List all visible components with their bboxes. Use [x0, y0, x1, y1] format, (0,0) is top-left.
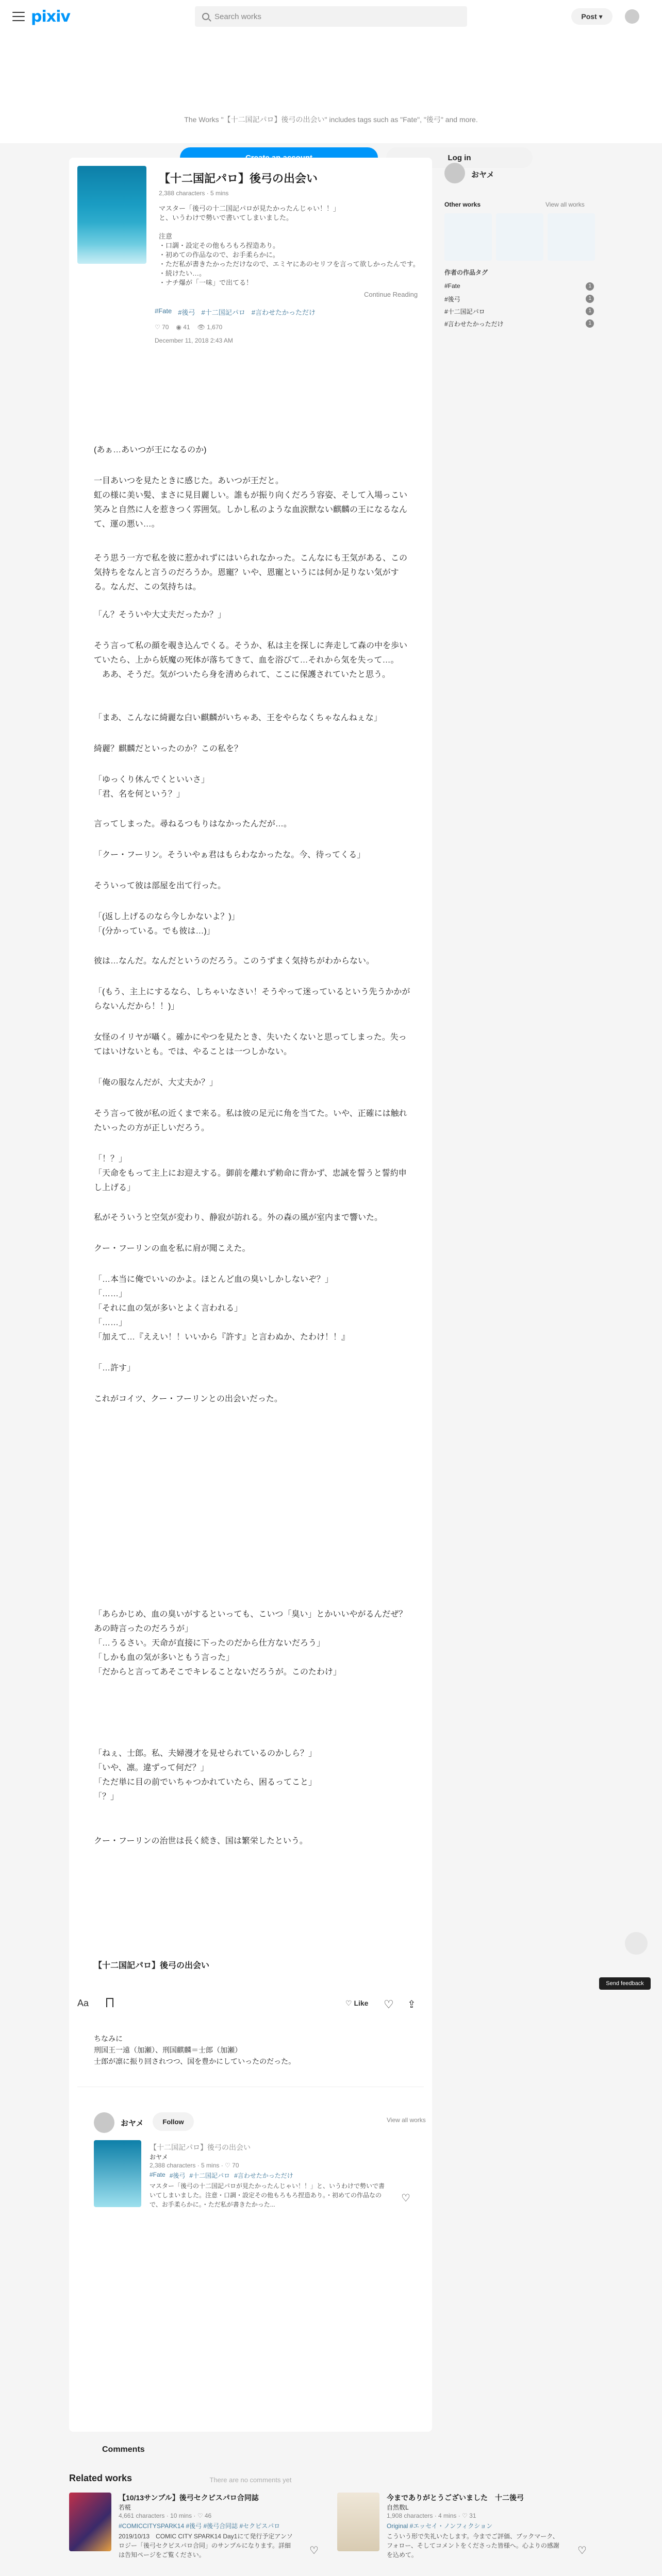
heart-icon[interactable]: ♡: [401, 2193, 410, 2204]
paragraph: 「あらかじめ、血の臭いがするといっても、こいつ「臭い」とかいいやがるんだぜ？あの時言ったのだろうが」 「…うるさい。天命が直接に下ったのだから仕方ないだろう」 「しかも血の気が多いともう言った」 「だからと言ってあそこでキレることないだろうが。このたわけ」: [94, 1610, 407, 1676]
paragraph: 「…本当に俺でいいのかよ。ほとんど血の臭いしかしないぞ？」 「……」 「それに血の気が多いとよく言われる」 「……」 「加えて…『ええい！！いいから『許す』と言わぬか、たわけ！！』: [94, 1275, 350, 1342]
related-desc: 2019/10/13 COMIC CITY SPARK14 Day1にて発行予定アンソロジー「後弓セクピスパロ合同」のサンプルになります。詳細は告知ページをご覧ください。: [119, 2533, 293, 2558]
author-tags-heading: 作者の作品タグ: [444, 269, 488, 276]
avatar[interactable]: [94, 2112, 114, 2133]
related-work-card[interactable]: [337, 2493, 585, 2570]
related-tags[interactable]: #COMICCITYSPARK14 #後弓 #後弓合同誌 #セクピスパロ: [119, 2522, 280, 2530]
paragraph: そう言って彼が私の近くまで来る。私は彼の足元に角を当てた。いや、正確には触れたいったの方が正しいだろう。: [94, 1109, 407, 1132]
work-title: 【十二国記パロ】後弓の出会い: [159, 172, 318, 185]
paragraph: これがコイツ、クー・フーリンとの出会いだった。: [94, 1395, 283, 1403]
avatar[interactable]: [625, 9, 639, 24]
paragraph: そう言って私の顔を覗き込んでくる。そうか、私は主を探しに奔走して森の中を歩いていたら、上から妖魔の死体が落ちてきて、血を浴びて…それから気を失って…。 ああ、そうだ。気がついたら身を清められて、ここに保護されていたと思う。: [94, 641, 408, 679]
view-count: 👁 1,670: [197, 324, 223, 331]
work-thumbnail[interactable]: [337, 2493, 379, 2551]
paragraph: 「(返し上げるのなら今しかないよ？)」 「(分かっている。でも彼は…)」: [94, 912, 240, 936]
related-works-heading: Related works: [69, 2473, 133, 2483]
work-thumbnail[interactable]: [69, 2493, 111, 2551]
paragraph: 「クー・フーリン。そういやぁ君はもらわなかったな。今、待ってくる」: [94, 851, 366, 859]
bookmark-count: ◉ 41: [176, 324, 190, 331]
search-input[interactable]: [195, 6, 467, 27]
paragraph: クー・フーリンの血を私に肩が聞こえた。: [94, 1244, 251, 1253]
like-count: ♡ 70: [155, 324, 169, 331]
work-card-desc: マスター「後弓の十二国記パロが見たかったんじゃい！！」と、いうわけで勢いで書いてしまいました。注意・口調・設定その他もろもろ捏造あり。・初めての作品なので、お手柔らかに。・ただ私が書きたかった...: [150, 2182, 385, 2208]
text-settings-icon[interactable]: Aa: [77, 1998, 89, 2008]
post-button[interactable]: Post ▾: [571, 8, 613, 25]
work-card-title[interactable]: 【十二国記パロ】後弓の出会い: [150, 2143, 251, 2151]
paragraph: 綺麗？麒麟だといったのか？この私を？: [94, 744, 243, 753]
work-card-meta: 2,388 characters · 5 mins · ♡ 70: [150, 2162, 239, 2169]
tag[interactable]: #十二国記パロ: [189, 2172, 230, 2179]
view-all-works-link[interactable]: View all works: [387, 2116, 426, 2124]
sidebar-tag[interactable]: #後弓 1: [444, 295, 594, 303]
tag[interactable]: #後弓: [178, 309, 195, 316]
tag-list: [155, 307, 316, 317]
feedback-button[interactable]: Send feedback: [599, 1977, 651, 1990]
login-button[interactable]: Log in: [386, 147, 533, 168]
other-works-heading: Other works: [444, 201, 481, 208]
work-thumbnail[interactable]: [496, 213, 543, 261]
share-icon[interactable]: ⇪: [407, 1999, 416, 2010]
afterword: ちなみに 刑国王一遠（加瀬）、刑国麒麟＝士郎（加瀬） 士郎が凛に振り回されつつ、国を豊かにしていったのだった。: [94, 2035, 296, 2065]
paragraph: クー・フーリンの治世は長く続き、国は繁栄したという。: [94, 1837, 308, 1845]
comments-heading: Comments: [102, 2445, 145, 2454]
paragraph: 彼は…なんだ。なんだというのだろう。このうずまく気持ちがわからない。: [94, 957, 375, 965]
view-all-works-link[interactable]: View all works: [545, 201, 585, 208]
site-header: [0, 0, 662, 33]
tag[interactable]: #Fate: [155, 307, 172, 315]
sidebar-tag[interactable]: #Fate 1: [444, 282, 594, 290]
paragraph: 私がそういうと空気が変わり、静寂が訪れる。外の森の風が室内まで響いた。: [94, 1213, 383, 1222]
sidebar-tag[interactable]: #言わせたかっただけ 1: [444, 319, 594, 328]
novel-cover-image[interactable]: [77, 166, 146, 264]
upload-date: December 11, 2018 2:43 AM: [155, 337, 233, 344]
sidebar-tag[interactable]: #十二国記パロ 1: [444, 307, 594, 316]
work-thumbnail[interactable]: [94, 2140, 141, 2207]
author-work-card[interactable]: [94, 2140, 413, 2238]
sidebar-author-name[interactable]: おヤメ: [471, 171, 494, 179]
work-card-author: おヤメ: [150, 2154, 168, 2161]
paragraph: 一目あいつを見たときに感じた。あいつが王だと。 虹の様に美い髪、まさに見目麗しい。誰もが振り向くだろう容姿、そして入場っこい笑みと自然に人を惹きつく雰囲気。しかし私のような血涙獣ない麒麟の王になるなんて、運の悪い…。: [94, 477, 408, 529]
paragraph: 「まあ、こんなに綺麗な白い麒麟がいちゃあ、王をやらなくちゃなんねぇな」: [94, 714, 382, 722]
action-bar: [77, 1993, 424, 2015]
end-title: 【十二国記パロ】後弓の出会い: [94, 1961, 210, 1970]
related-meta: 1,908 characters · 4 mins · ♡ 31: [387, 2512, 476, 2519]
paragraph: 女怪のイリヤが囁く。確かにやつを見たとき、失いたくないと思ってしまった。失ってはいけないとも。では、やることは一つしかない。: [94, 1033, 407, 1056]
related-author[interactable]: 若椛: [119, 2504, 131, 2511]
paragraph: (あぁ…あいつが王になるのか): [94, 446, 207, 454]
work-thumbnail[interactable]: [548, 213, 595, 261]
work-meta: 2,388 characters · 5 mins: [159, 190, 229, 197]
search-placeholder: Search works: [214, 12, 261, 21]
tag[interactable]: #言わせたかっただけ: [234, 2172, 293, 2179]
tag[interactable]: #後弓: [169, 2172, 186, 2179]
related-meta: 4,661 characters · 10 mins · ♡ 46: [119, 2512, 212, 2519]
tag[interactable]: #十二国記パロ: [201, 309, 245, 316]
related-desc: こういう形で失礼いたします。今までご評価、ブックマーク、フォロー、そしてコメントをくださった皆様へ。心よりの感謝を込めて。: [387, 2533, 559, 2558]
pixiv-logo[interactable]: pixiv: [31, 7, 70, 26]
heart-icon[interactable]: ♡: [384, 1998, 394, 2011]
no-comments-text: There are no comments yet: [209, 2476, 292, 2484]
paragraph: 「(もう、主上にするなら、しちゃいなさい！そうやって迷っているという先うかかがらないんだから！！)」: [94, 988, 410, 1011]
paragraph: 「…許す」: [94, 1364, 136, 1372]
paragraph: 「ねぇ、士郎。私、夫婦漫才を見せられているのかしら？」 「いや、凛。違ずって何だ？」 「ただ単に目の前でいちゃつかれていたら、困るってこと」 「？」: [94, 1749, 317, 1801]
paragraph: 「ん？そういや大丈夫だったか？」: [94, 611, 226, 619]
signup-banner: [0, 33, 662, 162]
paragraph: 言ってしまった。尋ねるつもりはなかったんだが…。: [94, 820, 292, 828]
author-name[interactable]: おヤメ: [121, 2119, 144, 2128]
heart-icon[interactable]: ♡: [577, 2545, 587, 2556]
paragraph: 「俺の服なんだが、大丈夫か？」: [94, 1078, 218, 1087]
menu-icon[interactable]: [12, 12, 25, 21]
search-icon: [202, 13, 209, 20]
tag[interactable]: #言わせたかっただけ: [251, 309, 316, 316]
scroll-top-button[interactable]: [625, 1932, 648, 1955]
related-author[interactable]: 自然数L: [387, 2504, 409, 2511]
tag[interactable]: #Fate: [150, 2171, 166, 2178]
heart-icon[interactable]: ♡: [309, 2545, 319, 2556]
related-title[interactable]: 【10/13サンプル】後弓セクピスパロ合同誌: [119, 2494, 259, 2502]
continue-reading-link[interactable]: Continue Reading: [361, 291, 418, 298]
paragraph: そう思う一方で私を彼に惹かれずにはいられなかった。こんなにも王気がある、この気持ちをなんと言うのだろうか。恩寵？いや、恩寵というには何か足りない気がする。なんだ、この気持ちは。: [94, 554, 408, 591]
follow-button[interactable]: Follow: [153, 2112, 194, 2131]
work-thumbnail[interactable]: [444, 213, 492, 261]
paragraph: 「ゆっくり休んでくといいさ」 「君、名を何という？」: [94, 775, 209, 799]
work-stats: [155, 324, 222, 331]
paragraph: 「！？」 「天命をもって主上にお迎えする。御前を離れず勅命に背かず、忠誠を誓うと誓約申し上げる」: [94, 1155, 407, 1192]
paragraph: そういって彼は部屋を出て行った。: [94, 882, 226, 890]
related-work-card[interactable]: [69, 2493, 317, 2570]
work-caption: マスター「後弓の十二国記パロが見たかったんじゃい！！」 と、いうわけで勢いで書いてしまいました。 注意 ・口調・設定その他もろもろ捏造あり。 ・初めての作品なので、お手柔らかに。 ・ただ私が書きたかっただけなので、エミヤにあのセリフを言って欲しかったんです。 ・続けたい…。 ・ナチ爆が「一味」で出てる！: [159, 205, 420, 286]
banner-text: The Works "【十二国記パロ】後弓の出会い" includes tags such as "Fate", "後弓" and more.: [184, 115, 478, 124]
bookmark-icon[interactable]: [106, 1998, 113, 2007]
like-button[interactable]: ♡ Like: [345, 1999, 369, 2007]
avatar[interactable]: [444, 163, 465, 183]
work-card-tags: [150, 2171, 293, 2180]
related-tags[interactable]: Original #エッセイ・ノンフィクション: [387, 2522, 493, 2530]
related-title[interactable]: 今までありがとうございました 十二後弓: [387, 2494, 524, 2502]
